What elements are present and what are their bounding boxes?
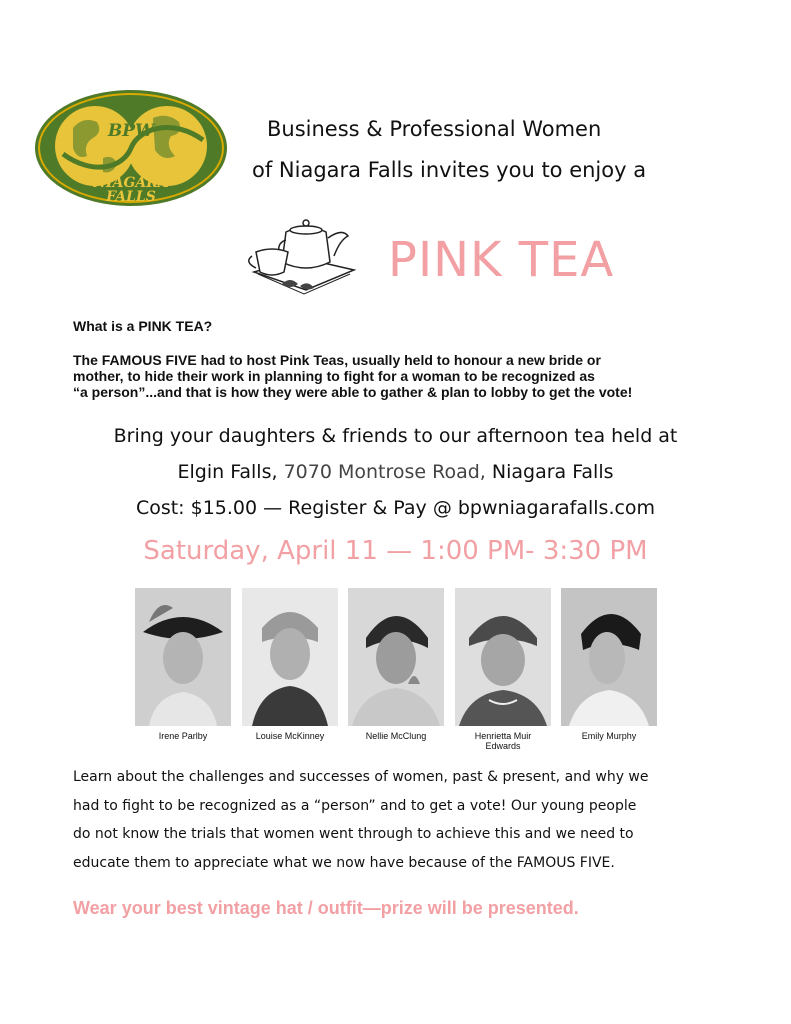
famous-five-portraits [135, 588, 657, 758]
description-paragraph [73, 763, 733, 877]
portrait-card [455, 588, 551, 751]
portrait-card [561, 588, 657, 741]
info-line: The FAMOUS FIVE had to host Pink Teas, usually held to honour a new bride or [73, 352, 601, 368]
portrait-caption [242, 731, 338, 741]
description-line: do not know the trials that women went through to achieve this and we need to [73, 826, 634, 842]
vintage-hat-prize-note: Wear your best vintage hat / outfit—prize will be presented. [73, 898, 579, 918]
portrait-photo [455, 588, 551, 726]
portrait-name: Irene Parlby [158, 731, 208, 741]
details-cost-line: Cost: $15.00 — Register & Pay @ bpwniagarafalls.com [135, 497, 656, 519]
portrait-card [348, 588, 444, 741]
portrait-card [242, 588, 338, 741]
invite-line-2: of Niagara Falls invites you to enjoy a [252, 158, 647, 182]
info-paragraph [73, 352, 733, 400]
portrait-name: Louise McKinney [255, 731, 325, 741]
details-invite-line: Bring your daughters & friends to our afternoon tea held at [113, 425, 678, 447]
invite-line-1: Business & Professional Women [267, 117, 602, 141]
event-title: PINK TEA [388, 232, 615, 288]
teapot-illustration [242, 202, 360, 316]
portrait-name: Henrietta Muir [474, 731, 532, 741]
info-line: “a person”...and that is how they were able to gather & plan to lobby to get the vote! [73, 384, 633, 400]
portrait-photo [242, 588, 338, 726]
logo-bottom-text-1: NIAGARA [93, 175, 169, 191]
logo-top-text: BPW [107, 121, 155, 141]
venue-name: Elgin Falls, [177, 461, 278, 483]
description-line: educate them to appreciate what we now have because of the FAMOUS FIVE. [73, 854, 615, 871]
portrait-name: Nellie McClung [365, 731, 427, 741]
portrait-photo [561, 588, 657, 726]
info-line: mother, to hide their work in planning to fight for a woman to be recognized as [73, 368, 595, 384]
portrait-photo [135, 588, 231, 726]
venue-city: Niagara Falls [491, 461, 614, 483]
logo-bottom-text-2: FALLS [106, 189, 156, 205]
portrait-name-2: Edwards [485, 741, 521, 751]
portrait-caption [348, 731, 444, 741]
portrait-name: Emily Murphy [581, 731, 637, 741]
event-date-time: Saturday, April 11 — 1:00 PM- 3:30 PM [143, 536, 648, 566]
description-line: had to fight to be recognized as a “person” and to get a vote! Our young people [73, 797, 637, 814]
portrait-photo [348, 588, 444, 726]
venue-address: 7070 Montrose Road, [283, 461, 486, 483]
portrait-card [135, 588, 231, 741]
info-question: What is a PINK TEA? [73, 318, 213, 334]
details-location-line [40, 461, 751, 483]
description-line: Learn about the challenges and successes of women, past & present, and why we [73, 769, 649, 785]
bpw-niagara-falls-logo [33, 88, 229, 208]
portrait-caption [561, 731, 657, 741]
portrait-caption [455, 731, 551, 751]
portrait-caption [135, 731, 231, 741]
